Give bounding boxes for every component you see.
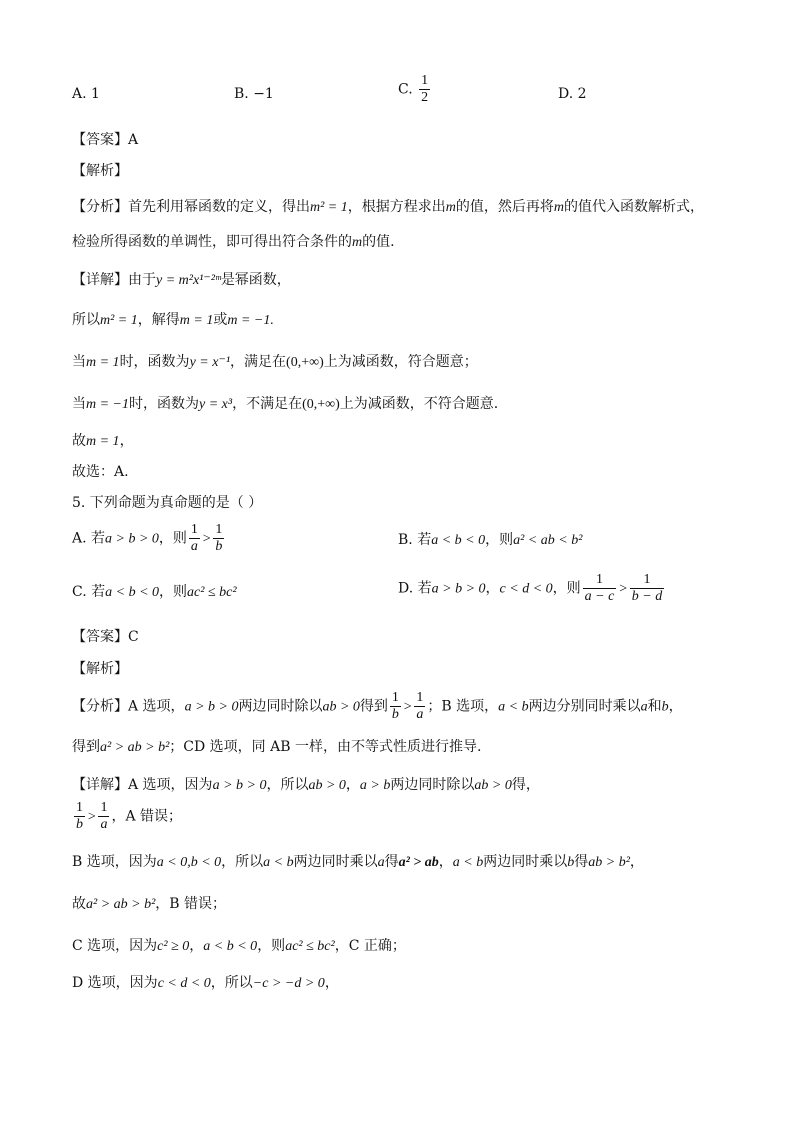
q4-case2-line: 当m = −1时，函数为y = x³，不满足在(0,+∞)上为减函数，不符合题意. [72, 396, 499, 412]
q4-answer: 【答案】A [72, 132, 139, 148]
q5-stem: 5. 下列命题为真命题的是（ ） [72, 495, 263, 511]
q5-detail-line1: 【详解】A 选项，因为a > b > 0，所以ab > 0，a > b两边同时除以ab > 0得， [72, 777, 540, 793]
q5-answer: 【答案】C [72, 629, 139, 645]
option-c [398, 73, 432, 106]
q4-analysis-title: 【解析】 [72, 163, 128, 179]
q5-b-line2: 故a² > ab > b²，B 错误； [72, 896, 227, 912]
q4-analysis-line2: 检验所得函数的单调性，即可得出符合条件的m的值. [72, 234, 395, 250]
option-b: B. −1 [234, 86, 274, 102]
option-c-label: C. [398, 81, 413, 98]
q4-detail-line: 【详解】由于y = m²x¹⁻²ᵐ是幂函数， [72, 272, 291, 288]
q5-c-line: C 选项，因为c² ≥ 0，a < b < 0，则ac² ≤ bc²，C 正确； [72, 938, 406, 954]
q5-analysis-title: 【解析】 [72, 661, 128, 677]
option-c-fraction: $\frac{1}{2}$ [421, 73, 429, 105]
q5-option-c: C. 若a < b < 0，则ac² ≤ bc² [72, 584, 237, 600]
q5-detail-line2: $\frac{1}{b}$ > $\frac{1}{a}$ ，A 错误； [76, 800, 183, 832]
q5-d-line: D 选项，因为c < d < 0，所以−c > −d > 0， [72, 975, 339, 991]
q4-choose-line: 故选：A. [72, 464, 129, 480]
q4-case1-line: 当m = 1时，函数为y = x⁻¹，满足在(0,+∞)上为减函数，符合题意； [72, 354, 478, 370]
option-a: A. 1 [72, 86, 100, 102]
q5-option-d: D. 若a > b > 0，c < d < 0，则 $\frac{1}{a - c}$ > $\frac{1}{b - d}$ [398, 572, 663, 604]
q5-option-a: A. 若a > b > 0，则 $\frac{1}{a}$ > $\frac{1}{b}$ [72, 522, 223, 554]
option-d: D. 2 [558, 86, 587, 102]
q5-b-line1: B 选项，因为a < 0,b < 0，所以a < b两边同时乘以a得a² > ab，a < b两边同时乘以b得ab > b²， [72, 854, 644, 870]
q5-analysis-line2: 得到a² > ab > b²；CD 选项，同 AB 一样，由不等式性质进行推导. [72, 739, 482, 755]
q4-solve-line: 所以m² = 1，解得m = 1或m = −1. [72, 312, 274, 328]
q4-hence-line: 故m = 1， [72, 433, 134, 449]
q4-analysis-line1: 【分析】首先利用幂函数的定义，得出m² = 1，根据方程求出m的值，然后再将m的值代入函数解析式， [72, 199, 705, 215]
q5-option-b: B. 若a < b < 0，则a² < ab < b² [398, 532, 583, 548]
q5-analysis-line1: 【分析】A 选项，a > b > 0两边同时除以ab > 0得到 $\frac{1}{b}$ > $\frac{1}{a}$ ；B 选项，a < b两边分别同时乘以a和b， [72, 690, 683, 722]
